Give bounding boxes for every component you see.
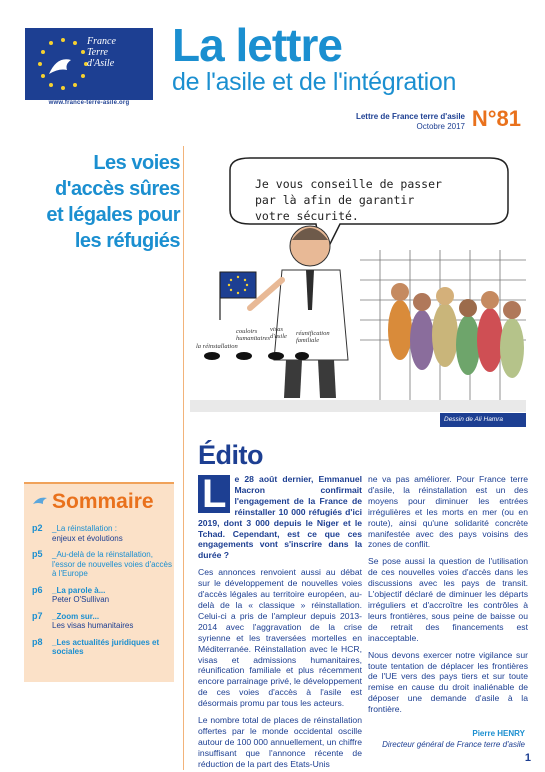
logo-url[interactable]: www.france-terre-asile.org	[48, 100, 130, 106]
edito-signature	[382, 728, 525, 750]
label-visas: visas d'asile	[270, 326, 287, 340]
sommaire-item[interactable]	[32, 586, 172, 605]
sommaire-item[interactable]	[32, 612, 172, 631]
signer-name: Pierre HENRY	[472, 729, 525, 738]
publisher-line: Lettre de France terre d'asile	[355, 112, 465, 121]
label-reinstallation: la réinstallation	[196, 343, 238, 350]
eu-stars-icon	[33, 34, 93, 94]
sommaire-item[interactable]	[32, 638, 172, 657]
logo-name: France Terre d'Asile	[87, 36, 116, 69]
sommaire-item-title: _Au-delà de la réinstallation, l'essor de nouvelles voies d'accès à l'Europe	[52, 550, 173, 578]
column-divider	[183, 146, 184, 770]
sommaire-box	[24, 482, 174, 682]
bird-icon	[32, 495, 48, 509]
sommaire-page: p8	[32, 636, 43, 647]
page-number: 1	[524, 752, 531, 764]
logo	[25, 28, 153, 100]
sommaire-item-sub: enjeux et évolutions	[52, 533, 123, 543]
sommaire-page: p7	[32, 610, 43, 621]
label-couloirs: couloirs humanitaires	[236, 328, 271, 342]
speech-bubble-text: Je vous conseille de passer par là afin de garantir votre sécurité.	[255, 177, 442, 223]
sommaire-item-title: _La réinstallation :	[52, 524, 117, 533]
label-reunification: réunification familiale	[296, 330, 330, 344]
sommaire-item[interactable]	[32, 524, 172, 543]
edito-paragraph: ne va pas améliorer. Pour France terre d'asile, la réinstallation est un des moyens pour diminuer les entrées irrégulières et les morts en mer (ou en route), ainsi qu'une solidarité concrète manifestée avec des pays voisins des zones de conflit.	[368, 474, 528, 550]
edito-column-1	[198, 472, 362, 769]
sommaire-item-title: _Les actualités juridiques et sociales	[52, 637, 160, 656]
edito-paragraph: Nous devons exercer notre vigilance sur toute tentation de déplacer les frontières de l'UE vers des pays tiers et sur toute remise en cause du droit inaliénable de déposer une demande d'asile à la frontière.	[368, 649, 528, 715]
issue-number: N°81	[471, 106, 521, 131]
illustration-credit: Dessin de Ali Hamra	[440, 413, 526, 427]
edito-column-2	[368, 474, 528, 715]
sommaire-item-sub: Peter O'Sullivan	[52, 595, 110, 604]
masthead-title: La lettre	[172, 19, 342, 71]
sommaire-item-title: _Zoom sur...	[52, 611, 100, 621]
sommaire-item-sub: Les visas humanitaires	[52, 621, 134, 630]
sommaire-page: p5	[32, 549, 43, 559]
sommaire-header	[32, 490, 154, 514]
cover-headline: Les voies d'accès sûres et légales pour les réfugiés	[46, 152, 180, 252]
issue-info	[356, 112, 465, 132]
edito-lead: L e 28 août dernier, Emmanuel Macron confirmait l'engagement de la France de réinstaller 10 000 réfugiés d'ici 2019, dont 3 000 depuis le Niger et le Tchad. Cependant, est ce que ces engagements vont s'inscrire dans la durée ?	[198, 472, 362, 561]
dropcap: L	[198, 475, 230, 513]
edito-paragraph: Ces annonces renvoient aussi au débat sur le développement de nouvelles voies d'accès légales au territoire européen, au-delà de la « classique » réinstallation. Celui-ci a pris de l'ampleur depuis 2013-2014 avec l'aggravation de la crise syrienne et les traversées mortelles en Méditerranée. Réinstallation avec le HCR, visas et admissions humanitaires, réunification familiale et plus récemment encore parrainage privé, le développement de ces voies d'accès à l'asile est désormais promu par tous les acteurs.	[198, 567, 362, 709]
sommaire-item[interactable]	[32, 550, 172, 579]
edito-title: Édito	[198, 440, 263, 470]
issue-date: Octobre 2017	[416, 122, 465, 131]
edito-paragraph: Le nombre total de places de réinstallation offertes par le monde occidental oscille autour de 100 000 annuellement, un chiffre insuffisant que l'annonce récente de réduction de la part des Etats-Unis	[198, 715, 362, 769]
edito-paragraph: Se pose aussi la question de l'utilisation de ces nouvelles voies d'accès dans les discussions avec les pays de transit. L'objectif déclaré de diminuer les départs irréguliers et d'accroître les contrôles à leurs frontières, sous peine de baisse ou de retrait des financements est inacceptable.	[368, 556, 528, 643]
sommaire-page: p2	[32, 523, 43, 533]
sommaire-list	[32, 524, 172, 664]
sommaire-title: Sommaire	[52, 490, 154, 513]
sommaire-item-title: _La parole à...	[52, 585, 106, 595]
sommaire-page: p6	[32, 584, 43, 595]
masthead-subtitle: de l'asile et de l'intégration	[172, 68, 457, 96]
signer-role: Directeur général de France terre d'asile	[382, 740, 525, 749]
